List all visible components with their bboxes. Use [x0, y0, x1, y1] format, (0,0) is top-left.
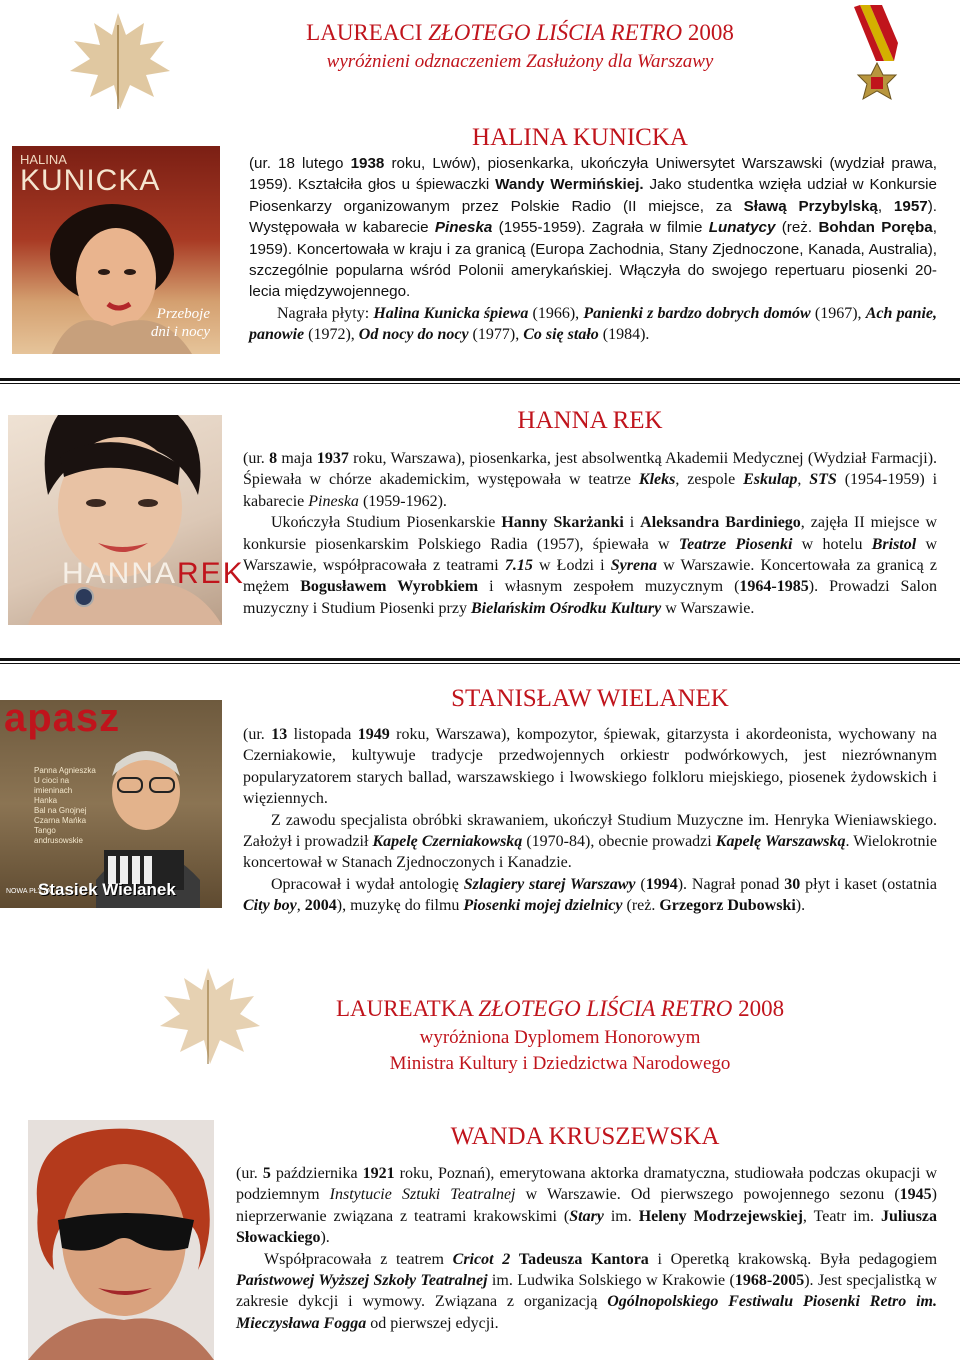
- rek-name: HANNA REK: [517, 407, 663, 434]
- kruszewska-paragraph-1: (ur. 5 października 1921 roku, Poznań), emerytowana aktorka dramatyczna, studiowała podczas okupacji w podziemnym Instytucie Sztuki Teatralnej w Warszawie. Od pierwszego powojennego sezonu (1945) nieprzerwanie związana z teatrami krakowskimi (Stary im. Heleny Modrzejewskiej, Teatr im. Juliusza Słowackiego).: [236, 1165, 938, 1247]
- kruszewska-bio: [236, 1163, 937, 1334]
- wielanek-album-cover: [0, 696, 222, 908]
- kunicka-paragraph-1: (ur. 18 lutego 1938 roku, Lwów), piosenkarka, ukończyła Uniwersytet Warszawski (wydział prawa, 1959). Kształciła głos u śpiewaczki Wandy Wermińskiej. Jako studentka wzięła udział w Konkursie Piosenkarzy organizowanym przez Polskie Radio (II miejsce, za Sławą Przybylską, 1957). Występowała w kabarecie Pineska (1955-1959). Zagrała w filmie Lunatycy (reż. Bohdan Poręba, 1959). Koncertowała w kraju i za granicą (Europa Zachodnia, Stany Zjednoczone, Kanada, Australia), szczególnie popularna wśród Polonii amerykańskiej. Włączyła do swojego repertuaru piosenki 20-lecia międzywojennego.: [249, 155, 938, 301]
- track-item: Tango andrusowskie: [34, 826, 83, 845]
- header-subtitle: wyróżnieni odznaczeniem Zasłużony dla Warszawy: [326, 51, 714, 72]
- track-item: Bal na Gnojnej: [34, 806, 87, 815]
- rek-paragraph-2: Ukończyła Studium Piosenkarskie Hanny Skarżanki i Aleksandra Bardiniego, zajęła II miejsce w konkursie piosenkarskim Polskiego Radia (1957), śpiewała w Teatrze Piosenki w hotelu Bristol w Warszawie, współpracowała z teatrami 7.15 w Łodzi i Syrena w Warszawie. Koncertowała za granicą z mężem Bogusławem Wyrobkiem i własnym zespołem muzycznym (1964-1985). Prowadzi Salon muzyczny i Studium Piosenki przy Bielańskim Ośrodku Kultury w Warszawie.: [243, 514, 938, 617]
- cover-artist-name: KUNICKA: [20, 164, 161, 197]
- cover-artist-top: HALINA: [20, 152, 67, 167]
- header2-title: LAUREATKA ZŁOTEGO LIŚCIA RETRO 2008: [335, 996, 785, 1021]
- maple-leaf-logo: [58, 5, 178, 115]
- section-divider: [0, 658, 960, 664]
- wielanek-paragraph-1: (ur. 13 listopada 1949 roku, Warszawa), kompozytor, śpiewak, gitarzysta i akordeonista, wychowany na Czerniakowie, kultywuje tradycje przedwojennych orkiestr podwórkowych, jest niezrównanym popularyzatorem starych ballad, warszawskiego i lwowskiego folkloru miejskiego, piosenek żydowskich i więziennych.: [243, 726, 938, 808]
- cover-title: apasz: [4, 696, 121, 740]
- wielanek-paragraph-3: Opracował i wydał antologię Szlagiery starej Warszawy (1994). Nagrał ponad 30 płyt i kaset (ostatnia City boy, 2004), muzykę do filmu Piosenki mojej dzielnicy (reż. Grzegorz Dubowski).: [243, 875, 938, 915]
- wielanek-name: STANISŁAW WIELANEK: [451, 685, 729, 712]
- medal-icon: [850, 3, 905, 111]
- cover-album-line2: dni i nocy: [150, 324, 210, 340]
- header2-subtitle-2: Ministra Kultury i Dziedzictwa Narodowego: [389, 1053, 731, 1074]
- kruszewska-name: WANDA KRUSZEWSKA: [450, 1123, 720, 1150]
- kruszewska-photo: [28, 1120, 214, 1360]
- header-title: LAUREACI ZŁOTEGO LIŚCIA RETRO 2008: [306, 20, 734, 45]
- wielanek-bio: [243, 724, 937, 917]
- track-item: Hanka: [34, 796, 58, 805]
- rek-album-cover: [8, 415, 245, 625]
- section-divider: [0, 378, 960, 384]
- kunicka-bio: [249, 153, 937, 346]
- cover-edition: NOWA PŁYTA: [6, 888, 51, 895]
- cover-artist: Stasiek Wielanek: [38, 880, 176, 899]
- rek-cover-title: HANNAREK: [62, 557, 245, 590]
- track-item: Panna Agnieszka: [34, 766, 96, 775]
- header2-subtitle-1: wyróżniona Dyplomem Honorowym: [419, 1027, 701, 1048]
- rek-paragraph-1: (ur. 8 maja 1937 roku, Warszawa), piosenkarka, jest absolwentką Akademii Medycznej (Wydział Farmacji). Śpiewała w chórze akademickim, występowała w teatrze Kleks, zespole Eskulap, STS (1954-1959) i kabarecie Pineska (1959-1962).: [243, 450, 938, 510]
- kunicka-name: HALINA KUNICKA: [472, 124, 688, 151]
- track-item: Czarna Mańka: [34, 816, 87, 825]
- cover-album-line1: Przeboje: [156, 306, 210, 322]
- rek-bio: [243, 448, 937, 619]
- kunicka-album-cover: [12, 146, 220, 354]
- rek-portrait: [8, 415, 222, 625]
- wielanek-paragraph-2: Z zawodu specjalista obróbki skrawaniem, ukończył Studium Muzyczne im. Henryka Wieniawskiego. Założył i prowadził Kapelę Czerniakowską (1970-84), obecnie prowadzi Kapelę Warszawską. Wielokrotnie koncertował w Stanach Zjednoczonych i Kanadzie.: [243, 811, 938, 872]
- kruszewska-paragraph-2: Współpracowała z teatrem Cricot 2 Tadeusza Kantora i Operetką krakowską. Była pedagogiem Państwowej Wyższej Szkoły Teatralnej im. Ludwika Solskiego w Krakowie (1968-2005). Jest specjalistką w zakresie dykcji i wymowy. Związana z organizacją Ogólnopolskiego Festiwalu Piosenki Retro im. Mieczysława Fogga od pierwszej edycji.: [236, 1250, 938, 1332]
- kunicka-paragraph-2: Nagrała płyty: Halina Kunicka śpiewa (1966), Panienki z bardzo dobrych domów (1967), Ach panie, panowie (1972), Od nocy do nocy (1977), Co się stało (1984).: [249, 304, 938, 344]
- kruszewska-portrait: [28, 1120, 214, 1360]
- tracklist: [34, 766, 104, 846]
- track-item: U cioci na imieninach: [34, 776, 73, 795]
